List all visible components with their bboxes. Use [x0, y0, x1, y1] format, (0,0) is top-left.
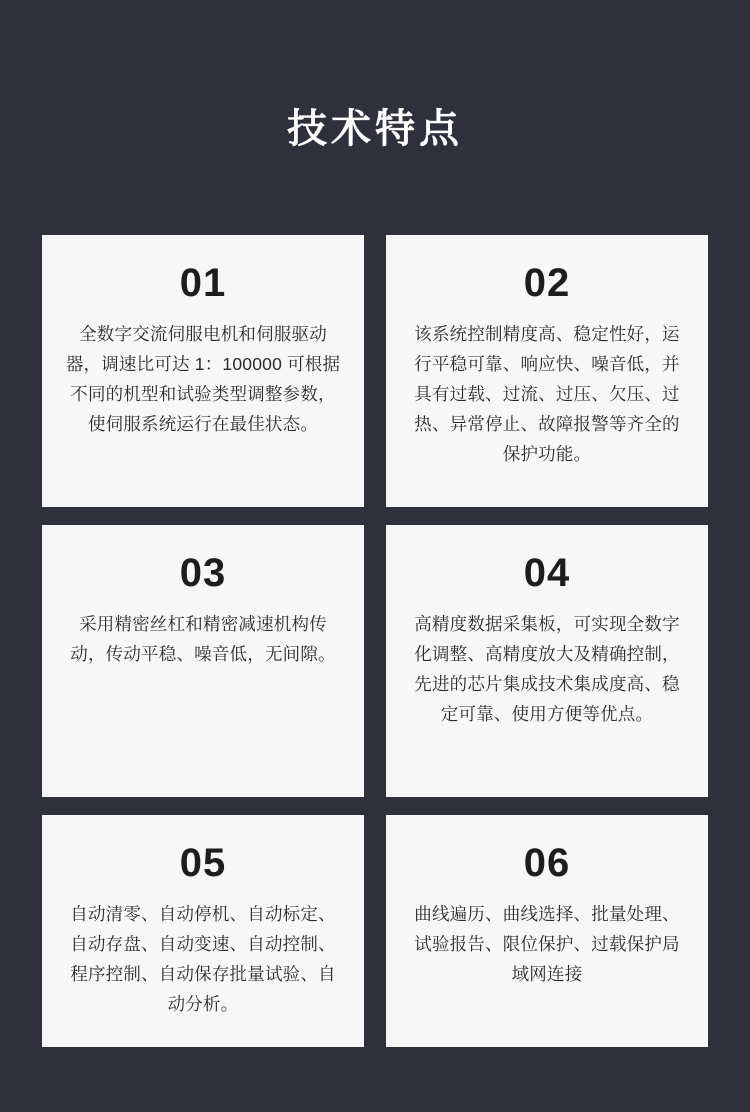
feature-card-05: [42, 815, 364, 1047]
feature-card-03: [42, 525, 364, 797]
feature-card-06: [386, 815, 708, 1047]
feature-card-text: 高精度数据采集板，可实现全数字化调整、高精度放大及精确控制，先进的芯片集成技术集成度高、稳定可靠、使用方便等优点。: [414, 613, 680, 724]
feature-card-number: 05: [179, 840, 227, 885]
feature-card-number: 03: [179, 550, 227, 595]
feature-card-text: 采用精密丝杠和精密减速机构传动，传动平稳、噪音低，无间隙。: [70, 613, 336, 664]
feature-card-grid: [42, 180, 708, 1047]
feature-card-number: 01: [179, 260, 227, 305]
feature-card-04: [386, 525, 708, 797]
feature-page: [0, 27, 750, 1112]
feature-card-number: 04: [523, 550, 571, 595]
feature-card-text: 全数字交流伺服电机和伺服驱动器，调速比可达 1：100000 可根据不同的机型和试验类型调整参数，使伺服系统运行在最佳状态。: [65, 323, 341, 434]
feature-card-02: [386, 235, 708, 507]
page-title: 技术特点: [287, 106, 463, 151]
feature-card-text: 该系统控制精度高、稳定性好，运行平稳可靠、响应快、噪音低，并具有过载、过流、过压、欠压、过热、异常停止、故障报警等齐全的保护功能。: [414, 323, 680, 464]
feature-card-text: 自动清零、自动停机、自动标定、自动存盘、自动变速、自动控制、程序控制、自动保存批量试验、自动分析。: [70, 903, 336, 1014]
feature-card-01: [42, 235, 364, 507]
feature-card-number: 06: [523, 840, 571, 885]
feature-card-text: 曲线遍历、曲线选择、批量处理、试验报告、限位保护、过载保护局域网连接: [414, 903, 680, 984]
feature-card-number: 02: [523, 260, 571, 305]
